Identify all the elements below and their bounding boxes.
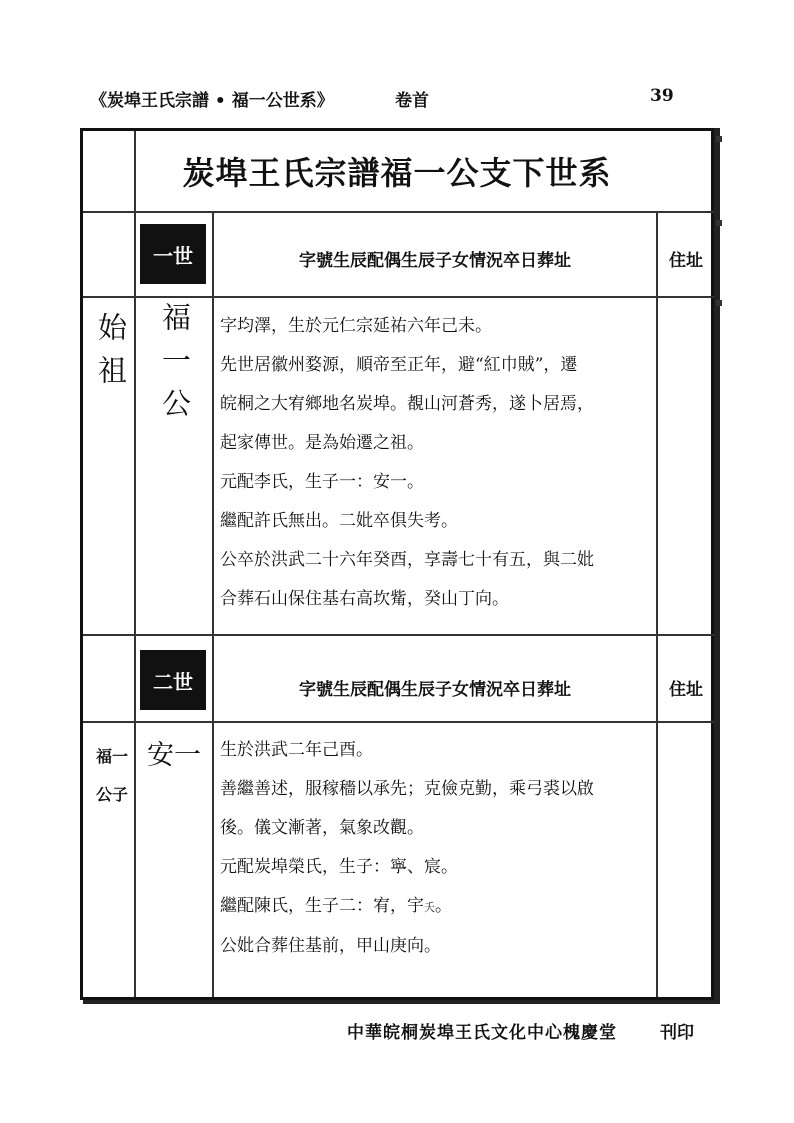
generation-badge: 一世 — [140, 224, 206, 284]
biography-line: 公卒於洪武二十六年癸酉，享壽七十有五，與二妣 — [220, 550, 594, 570]
biography-line: 後。儀文漸著，氣象改觀。 — [220, 818, 424, 838]
margin-tick — [716, 136, 722, 142]
row-divider — [83, 634, 714, 636]
book-title: 《炭埠王氏宗譜 • 福一公世系》 — [90, 91, 334, 111]
biography-line: 先世居徽州婺源，順帝至正年，避“紅巾賊”，遷 — [220, 355, 578, 375]
column-divider — [212, 211, 214, 997]
volume-label: 卷首 — [395, 91, 429, 111]
row-divider — [83, 211, 714, 213]
biography-text — [220, 731, 656, 966]
biography-line: 繼配許氏無出。二妣卒俱失考。 — [220, 511, 458, 531]
print-label: 刊印 — [660, 1023, 694, 1043]
role-label: 福一公子 — [96, 747, 129, 804]
frame-shadow-right — [714, 128, 720, 1003]
annotation-note: 夭 — [424, 901, 435, 914]
margin-tick — [716, 300, 722, 306]
margin-tick — [716, 220, 722, 226]
biography-line: 善繼善述，服稼穡以承先；克儉克勤，乘弓裘以啟 — [220, 779, 594, 799]
biography-line: 合葬石山保住基右高坎觜，癸山丁向。 — [220, 589, 509, 609]
biography-line: 元配李氏，生子一：安一。 — [220, 472, 424, 492]
biography-line: 皖桐之大宥鄉地名炭埠。覩山河蒼秀，遂卜居焉， — [220, 394, 594, 414]
publisher-name: 中華皖桐炭埠王氏文化中心槐慶堂 — [347, 1023, 617, 1043]
column-header: 字號生辰配偶生辰子女情況卒日葬址 — [299, 251, 571, 271]
generation-badge: 二世 — [140, 650, 206, 710]
person-name: 福一公 — [158, 302, 192, 431]
role-label: 始祖 — [94, 312, 128, 398]
period-mark: 。 — [435, 896, 452, 916]
biography-line-text: 繼配陳氏，生子二：宥，宇 — [220, 896, 424, 916]
biography-line: 字均澤，生於元仁宗延祐六年己未。 — [220, 316, 492, 336]
column-header: 字號生辰配偶生辰子女情況卒日葬址 — [299, 680, 571, 700]
row-divider — [83, 296, 714, 298]
biography-line: 生於洪武二年己酉。 — [220, 740, 373, 760]
table-title: 炭埠王氏宗譜福一公支下世系 — [182, 154, 612, 192]
biography-line — [220, 887, 656, 927]
column-divider — [134, 131, 136, 997]
biography-line: 起家傳世。是為始遷之祖。 — [220, 433, 424, 453]
page-number: 39 — [650, 86, 674, 106]
column-divider — [656, 211, 658, 997]
person-name: 安一 — [147, 740, 201, 771]
frame-shadow-bottom — [83, 1000, 720, 1004]
biography-line: 元配炭埠榮氏，生子：寧、宸。 — [220, 857, 458, 877]
biography-text — [220, 307, 656, 619]
address-header: 住址 — [669, 680, 703, 700]
address-header: 住址 — [669, 251, 703, 271]
biography-line: 公妣合葬住基前，甲山庚向。 — [220, 936, 441, 956]
row-divider — [83, 721, 714, 723]
